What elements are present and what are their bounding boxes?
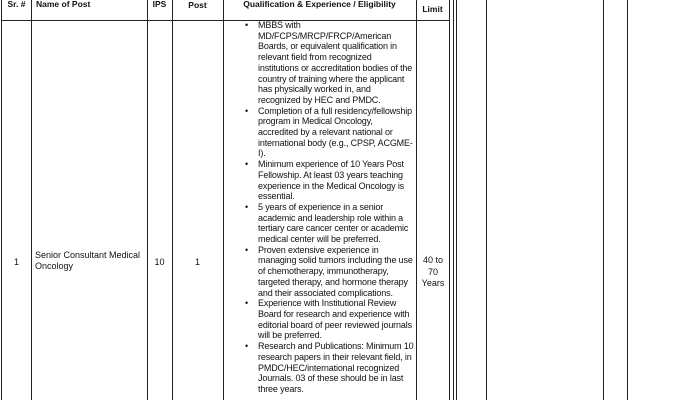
- header-qualification: Qualification & Experience / Eligibility: [243, 0, 396, 9]
- qualification-item: • MBBS with MD/FCPS/MRCP/FRCP/American Boards, or equivalent qualification in relevant field from recognized institutions or accreditation bodies of the country of training where the applicant has physically worked in, and recognized by HEC and PMDC.: [258, 20, 414, 106]
- qualification-item: • Research and Publications: Minimum 10 research papers in their relevant field, in PMDC/HEC/international recognized Journals. 03 of these should be in last three years.: [258, 341, 414, 395]
- header-name: Name of Post: [36, 0, 91, 9]
- column-divider: [147, 0, 148, 400]
- cell-post-name: Senior Consultant Medical Oncology: [35, 250, 141, 271]
- column-divider: [486, 0, 487, 400]
- column-divider: [453, 0, 454, 400]
- column-divider: [31, 0, 32, 400]
- column-divider: [223, 0, 224, 400]
- column-divider: [456, 0, 457, 400]
- header-required-post: Post: [188, 0, 207, 10]
- header-ips: IPS: [152, 0, 167, 9]
- cell-required-post: 1: [194, 257, 200, 267]
- cell-sr: 1: [13, 257, 19, 267]
- table-border: [1, 0, 2, 400]
- column-divider: [603, 0, 604, 400]
- qualification-item: • Minimum experience of 10 Years Post Fellowship. At least 03 years teaching experience in the Medical Oncology is essential.: [258, 159, 414, 202]
- column-divider: [172, 0, 173, 400]
- header-sr: Sr. #: [7, 0, 26, 9]
- column-divider: [627, 0, 628, 400]
- qualification-item: • Completion of a full residency/fellowship program in Medical Oncology, accredited by a relevant national or international body (e.g., CPSP, ACGME-I).: [258, 106, 414, 160]
- column-divider: [449, 0, 450, 400]
- column-divider: [416, 0, 417, 400]
- qualification-item: • Proven extensive experience in managing solid tumors including the use of chemotherapy, immunotherapy, targeted therapy, and hormone therapy and their associated complications.: [258, 245, 414, 299]
- qualification-item: • Experience with Institutional Review Board for research and experience with editorial board of peer reviewed journals will be preferred.: [258, 298, 414, 341]
- cell-qualification: [258, 20, 414, 395]
- qualification-item: • 5 years of experience in a senior academic and leadership role within a tertiary care cancer center or academic medical center will be preferred.: [258, 202, 414, 245]
- cell-age-limit: 40 to 70 Years: [421, 255, 445, 288]
- cell-ips: 10: [154, 257, 165, 267]
- header-age-limit: Limit: [422, 4, 443, 14]
